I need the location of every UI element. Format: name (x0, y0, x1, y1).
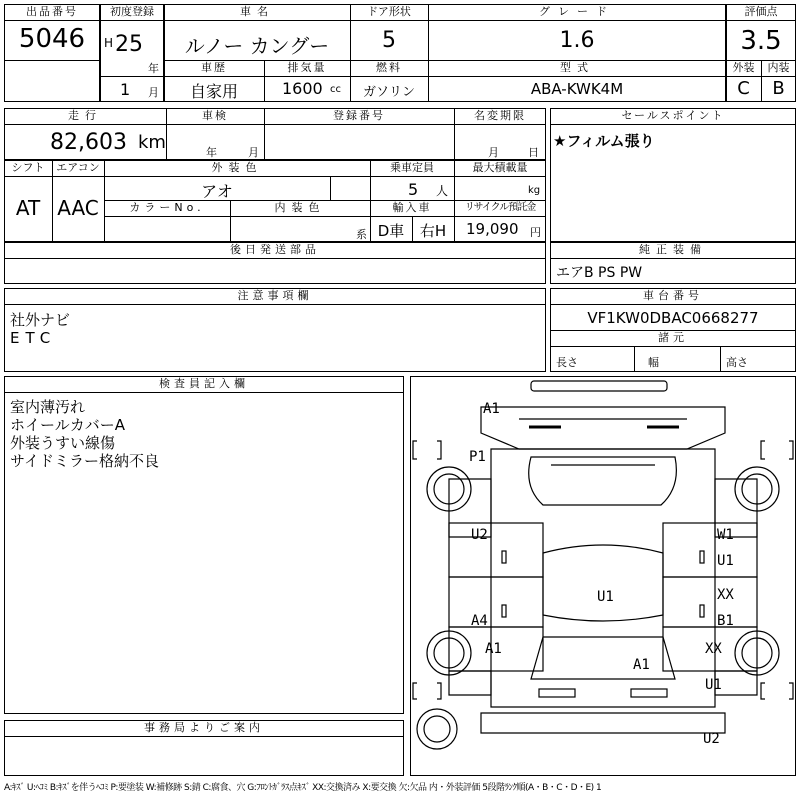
lot-number: 5046 (18, 24, 86, 54)
damage-mark: U1 (717, 553, 734, 569)
chassis-number: VF1KW0DBAC0668277 (587, 309, 759, 327)
ac-label: エアコン (56, 161, 100, 174)
displacement-label: 排気量 (287, 61, 327, 74)
import-d: D車 (377, 222, 405, 240)
later-parts-label: 後日発送部品 (230, 243, 320, 256)
inspector-note: 室内薄汚れ (10, 398, 86, 416)
office-label: 事務局よりご案内 (144, 721, 264, 734)
namechange-day: 日 (528, 146, 539, 159)
fuel-value: ガソリン (362, 85, 415, 100)
inspector-note: 外装うすい線傷 (10, 434, 116, 452)
inspector-note: ホイールカバーA (10, 416, 125, 434)
displacement-value: 1600 (282, 79, 323, 98)
shift-label: シフト (11, 161, 45, 174)
mileage-value: 82,603 (50, 130, 127, 155)
color-label: 外装色 (211, 161, 263, 174)
grade-label: グレード (539, 5, 615, 18)
int-color-label: 内装色 (274, 201, 326, 214)
year-number: 25 (115, 32, 143, 57)
model-label: 型式 (560, 61, 594, 74)
car-name: ルノー カングー (184, 34, 330, 58)
damage-mark: XX (717, 587, 734, 603)
history-label: 車歴 (201, 61, 227, 74)
inspector-note: サイドミラー格納不良 (10, 452, 159, 470)
damage-mark: U2 (471, 527, 488, 543)
car-name-label: 車名 (240, 5, 274, 18)
note-line: 社外ナビ (10, 311, 71, 329)
length-label: 長さ (556, 356, 578, 369)
legend: A:ｷｽﾞ U:ﾍｺﾐ B:ｷｽﾞを伴うﾍｺﾐ P:要塗装 W:補修跡 S:錆 C:腐食、穴 G:ﾌﾛﾝﾄｶﾞﾗｽ点ｷｽﾞ XX:交換済み X:要交換 欠:欠品 内・外装評価 5段階ﾗﾝｸ順(A・B・C・D・E) 1 (4, 783, 602, 793)
reg-number-label: 登録番号 (333, 109, 385, 122)
damage-mark: W1 (717, 527, 734, 543)
inspection-label: 車検 (202, 109, 228, 122)
month-unit: 月 (148, 86, 159, 99)
int-grade-label: 内装 (767, 61, 790, 74)
int-grade: B (772, 78, 785, 99)
color-no-label: カラーNo. (129, 201, 205, 214)
recycle-label: リサイクル預託金 (464, 202, 536, 213)
damage-mark: XX (705, 641, 722, 657)
chassis-label: 車台番号 (643, 289, 703, 302)
damage-mark: U1 (597, 589, 614, 605)
damage-mark: U1 (705, 677, 722, 693)
load-label: 最大積載量 (472, 161, 528, 174)
history-value: 自家用 (189, 82, 238, 101)
score-value: 3.5 (740, 26, 782, 56)
inspector-label: 検査員記入欄 (159, 377, 249, 390)
color-value: アオ (201, 182, 233, 201)
grade-value: 1.6 (559, 28, 595, 53)
inspection-month: 月 (248, 146, 259, 159)
damage-mark: A1 (485, 641, 502, 657)
fuel-label: 燃料 (376, 61, 402, 74)
era: H (104, 36, 114, 50)
capacity-unit: 人 (436, 184, 449, 198)
damage-mark: A4 (471, 613, 488, 629)
import-h: 右H (419, 222, 447, 240)
damage-mark: A1 (483, 401, 500, 417)
capacity-value: 5 (408, 180, 419, 199)
car-diagram (410, 376, 796, 776)
month-number: 1 (120, 80, 131, 99)
model-value: ABA-KWK4M (530, 80, 624, 98)
door-label: ドア形状 (367, 5, 411, 18)
equipment-value: エアB PS PW (556, 265, 643, 281)
load-unit: kg (528, 185, 541, 196)
recycle-value: 19,090 (466, 220, 519, 238)
first-reg-label: 初度登録 (110, 5, 154, 18)
namechange-month: 月 (488, 146, 499, 159)
dims-label: 諸元 (658, 331, 688, 344)
inspection-year: 年 (206, 146, 217, 159)
damage-mark: A1 (633, 657, 650, 673)
width-label: 幅 (648, 356, 659, 369)
year-unit: 年 (148, 62, 159, 75)
score-label: 評価点 (744, 5, 778, 18)
note-line: ETC (10, 329, 57, 347)
capacity-label: 乗車定員 (390, 161, 434, 174)
damage-mark: P1 (469, 449, 486, 465)
door-value: 5 (382, 28, 396, 53)
mileage-unit: km (138, 132, 166, 153)
namechange-label: 名変期限 (474, 109, 526, 122)
mileage-label: 走行 (68, 109, 102, 122)
displacement-unit: cc (330, 84, 341, 95)
int-color-unit: 系 (356, 228, 367, 241)
equipment-label: 純正装備 (639, 243, 707, 256)
selling-point: ★フィルム張り (553, 132, 655, 150)
damage-mark: U2 (703, 731, 720, 747)
ext-grade: C (737, 78, 750, 99)
recycle-unit: 円 (530, 226, 541, 239)
height-label: 高さ (726, 356, 748, 369)
damage-mark: B1 (717, 613, 734, 629)
notes-label: 注意事項欄 (237, 289, 313, 302)
import-label: 輸入車 (392, 201, 432, 214)
selling-point-label: セールスポイント (621, 109, 725, 122)
ext-grade-label: 外装 (732, 61, 755, 74)
ac-value: AAC (57, 196, 99, 220)
lot-label: 出品番号 (26, 5, 78, 18)
shift-value: AT (15, 196, 41, 220)
